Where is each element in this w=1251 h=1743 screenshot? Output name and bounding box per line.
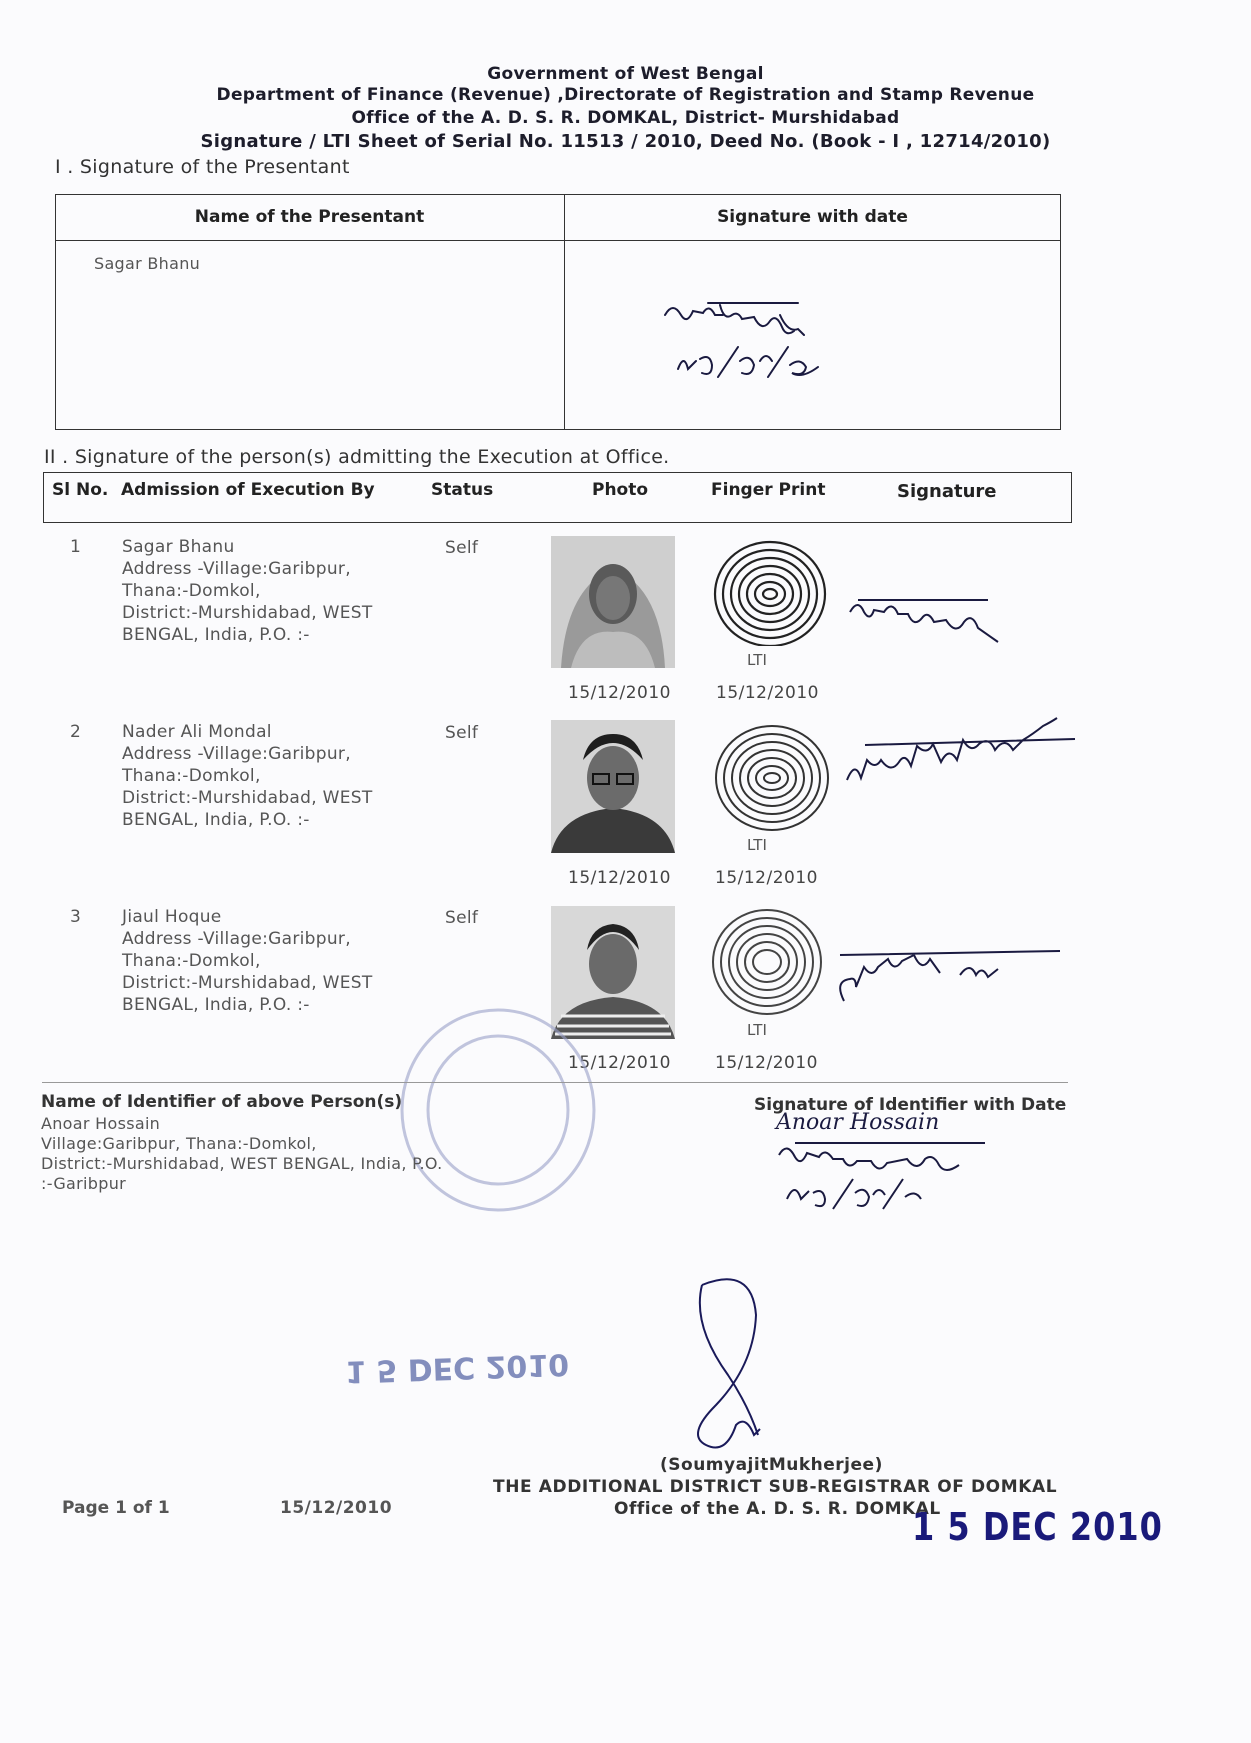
- section1-title: I . Signature of the Presentant: [55, 156, 350, 178]
- identifier-handwritten-name: Anoar Hossain: [776, 1110, 940, 1135]
- identifier-address-3: :-Garibpur: [41, 1174, 127, 1193]
- lti-label: LTI: [747, 651, 767, 669]
- office-name: Office of the A. D. S. R. DOMKAL: [614, 1499, 941, 1519]
- row-person-details: [122, 721, 422, 831]
- row-address-1: Address -Village:Garibpur,: [122, 559, 351, 579]
- header-government: Government of West Bengal: [487, 64, 764, 84]
- officer-name: (SoumyajitMukherjee): [660, 1455, 883, 1475]
- photo-date: 15/12/2010: [568, 1053, 671, 1073]
- col-signature: Signature: [897, 481, 997, 502]
- row-status: Self: [445, 908, 479, 928]
- row-name: Sagar Bhanu: [122, 537, 235, 557]
- fingerprint-date: 15/12/2010: [715, 868, 818, 888]
- row-address-4: BENGAL, India, P.O. :-: [122, 625, 310, 645]
- row-sl: 1: [70, 537, 82, 557]
- divider: [42, 1082, 1068, 1083]
- col-presentant-name: Name of the Presentant: [194, 207, 425, 227]
- row-address-3: District:-Murshidabad, WEST: [122, 973, 373, 993]
- photo-date: 15/12/2010: [568, 868, 671, 888]
- col-finger-print: Finger Print: [711, 480, 826, 500]
- row-address-4: BENGAL, India, P.O. :-: [122, 810, 310, 830]
- identifier-details: [41, 1114, 443, 1194]
- row-name: Nader Ali Mondal: [122, 722, 272, 742]
- identifier-address-2: District:-Murshidabad, WEST BENGAL, India, P.O.: [41, 1154, 443, 1173]
- identifier-signature-title: Signature of Identifier with Date: [754, 1095, 1067, 1115]
- row-sl: 3: [70, 907, 82, 927]
- row-person-details: [122, 906, 422, 1016]
- row-address-2: Thana:-Domkol,: [122, 951, 261, 971]
- officer-handwritten-signature: [672, 1275, 792, 1459]
- row-address-2: Thana:-Domkol,: [122, 581, 261, 601]
- fingerprint-date: 15/12/2010: [716, 683, 819, 703]
- row-sl: 2: [70, 722, 82, 742]
- officer-title: THE ADDITIONAL DISTRICT SUB-REGISTRAR OF DOMKAL: [493, 1477, 1058, 1497]
- identifier-handwritten-signature: [775, 1135, 1005, 1219]
- handwritten-signature: [848, 590, 1028, 654]
- header-serial: Signature / LTI Sheet of Serial No. 11513 / 2010, Deed No. (Book - I , 12714/2010): [200, 131, 1051, 152]
- col-status: Status: [431, 480, 494, 500]
- presentant-name: Sagar Bhanu: [94, 254, 201, 273]
- row-address-1: Address -Village:Garibpur,: [122, 744, 351, 764]
- photo-date: 15/12/2010: [568, 683, 671, 703]
- row-address-3: District:-Murshidabad, WEST: [122, 603, 373, 623]
- fingerprint-image: [710, 906, 835, 1031]
- col-photo: Photo: [592, 480, 649, 500]
- page-number: Page 1 of 1: [62, 1498, 170, 1518]
- mirrored-date-stamp: 1 5 DEC 2010: [344, 1346, 570, 1389]
- row-person-details: [122, 536, 422, 646]
- section2-title: II . Signature of the person(s) admitting the Execution at Office.: [44, 446, 670, 468]
- col-admission-by: Admission of Execution By: [121, 480, 375, 500]
- fingerprint-date: 15/12/2010: [715, 1053, 818, 1073]
- lti-label: LTI: [747, 836, 767, 854]
- person-photo: [551, 536, 675, 668]
- handwritten-signature: [830, 935, 1070, 1019]
- fingerprint-image: [710, 722, 835, 847]
- lti-label: LTI: [747, 1021, 767, 1039]
- footer-date: 15/12/2010: [280, 1498, 393, 1518]
- presentant-handwritten-signature: [660, 295, 860, 399]
- row-status: Self: [445, 538, 479, 558]
- fingerprint-image: [710, 536, 835, 661]
- identifier-address-1: Village:Garibpur, Thana:-Domkol,: [41, 1134, 317, 1153]
- row-status: Self: [445, 723, 479, 743]
- row-address-3: District:-Murshidabad, WEST: [122, 788, 373, 808]
- identifier-name: Anoar Hossain: [41, 1114, 161, 1133]
- header-office: Office of the A. D. S. R. DOMKAL, District- Murshidabad: [351, 108, 900, 128]
- handwritten-signature: [845, 735, 1095, 809]
- row-address-4: BENGAL, India, P.O. :-: [122, 995, 310, 1015]
- row-address-2: Thana:-Domkol,: [122, 766, 261, 786]
- col-sl-no: Sl No.: [52, 480, 109, 500]
- presentant-table: [55, 194, 1061, 430]
- row-name: Jiaul Hoque: [122, 907, 222, 927]
- date-stamp: 1 5 DEC 2010: [912, 1504, 1163, 1550]
- identifier-title: Name of Identifier of above Person(s): [41, 1092, 403, 1112]
- person-photo: [551, 720, 675, 853]
- header-department: Department of Finance (Revenue) ,Directorate of Registration and Stamp Revenue: [216, 85, 1035, 105]
- row-address-1: Address -Village:Garibpur,: [122, 929, 351, 949]
- col-signature-date: Signature with date: [717, 207, 908, 227]
